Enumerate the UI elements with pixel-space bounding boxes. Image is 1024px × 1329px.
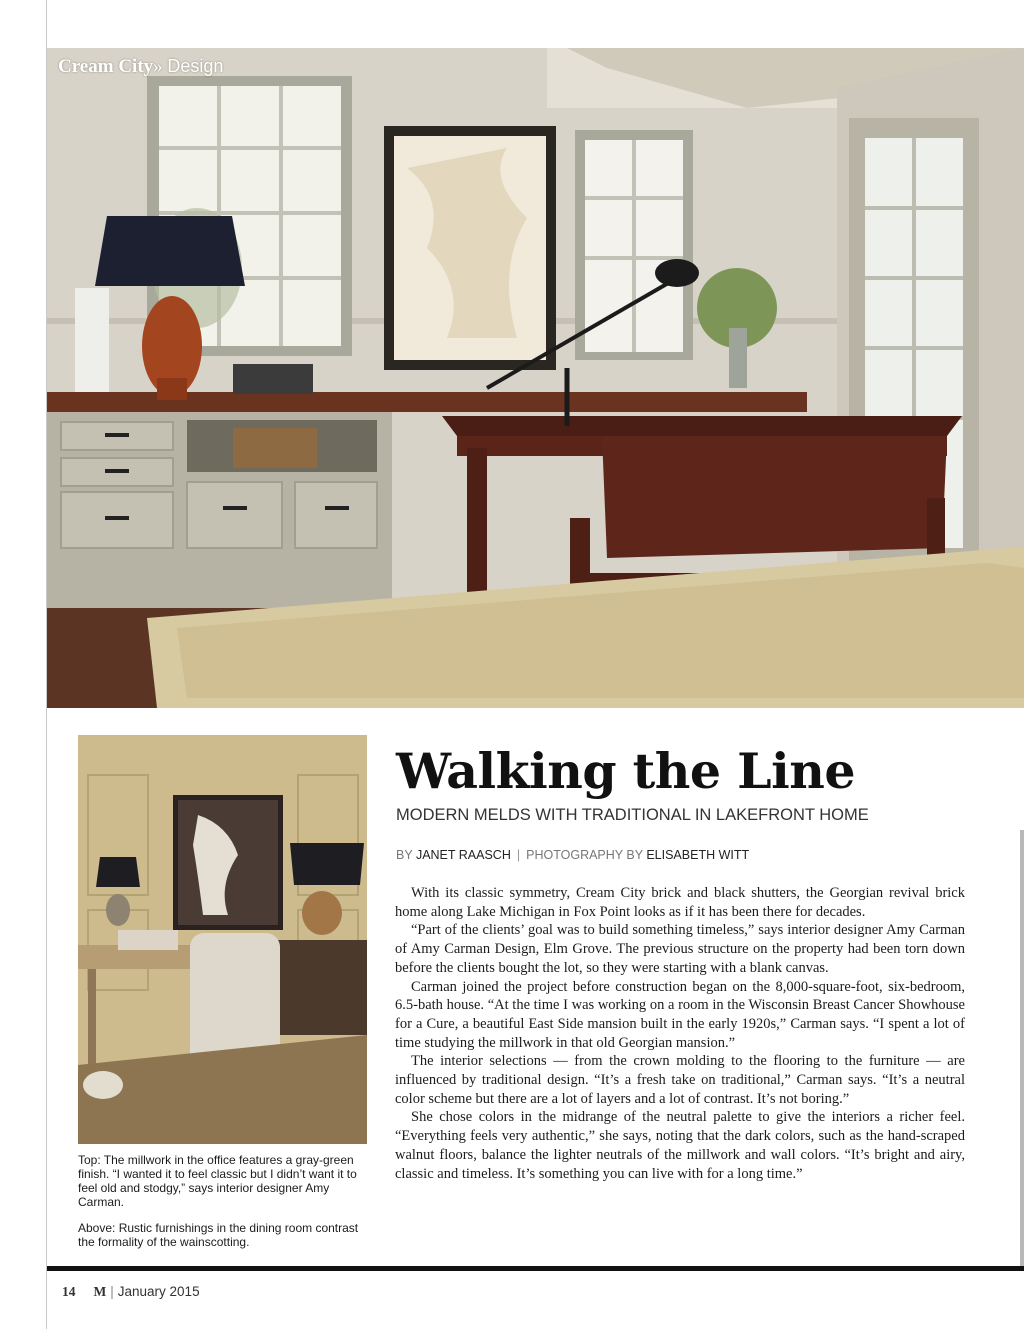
byline-divider: | bbox=[516, 848, 521, 862]
footer-divider: | bbox=[110, 1284, 114, 1299]
byline-by: BY bbox=[396, 848, 413, 862]
deck: MODERN MELDS WITH TRADITIONAL IN LAKEFRONT HOME bbox=[396, 806, 869, 824]
byline-author: JANET RAASCH bbox=[415, 848, 511, 862]
inset-photo-dining-room bbox=[78, 735, 367, 1144]
article-body bbox=[395, 884, 965, 1183]
body-paragraph: With its classic symmetry, Cream City brick and black shutters, the Georgian revival brick home along Lake Michigan in Fox Point looks as if it has been there for decades. bbox=[395, 885, 965, 920]
body-paragraph: The interior selections — from the crown molding to the flooring to the furniture — are influenced by traditional design. “It’s a fresh take on traditional,” Carman says. “It’s a neutral color scheme but there are a lot of layers and a lot of contrast. It’s not boring.” bbox=[395, 1053, 965, 1107]
section-label-sub: Design bbox=[167, 56, 224, 76]
section-label bbox=[58, 56, 223, 78]
caption-above: Above: Rustic furnishings in the dining room contrast the formality of the wainscotting. bbox=[78, 1221, 359, 1249]
footer bbox=[62, 1284, 200, 1300]
footer-rule bbox=[47, 1266, 1024, 1271]
section-label-separator: » bbox=[153, 56, 163, 77]
section-label-name: Cream City bbox=[58, 56, 154, 77]
headline: Walking the Line bbox=[396, 742, 856, 800]
caption-top: Top: The millwork in the office features a gray-green finish. “I wanted it to feel classic but I didn’t want it to feel old and stodgy,” says interior designer Amy Carman. bbox=[78, 1153, 357, 1209]
body-paragraph: Carman joined the project before construction began on the 8,000-square-foot, six-bedroom, 6.5-bath house. “At the time I was working on a room in the Wisconsin Breast Cancer Showhouse for a Cure, a beautiful East Side mansion built in the early 1920s,” Carman says. “I spent a lot of time studying the millwork in that old Georgian mansion.” bbox=[395, 978, 965, 1051]
hero-photo-office bbox=[47, 48, 1024, 708]
magazine-logo: M bbox=[93, 1284, 107, 1299]
page-number: 14 bbox=[62, 1284, 76, 1299]
byline bbox=[396, 848, 749, 862]
issue-date: January 2015 bbox=[117, 1284, 200, 1299]
byline-photo-by: PHOTOGRAPHY BY bbox=[526, 848, 643, 862]
right-edge-rule bbox=[1020, 830, 1024, 1266]
body-paragraph: She chose colors in the midrange of the neutral palette to give the interiors a richer feel. “Everything feels very authentic,” she says, noting that the dark colors, such as the hand-scraped walnut floors, balance the lighter neutrals of the millwork and wall colors. “It’s bright and airy, classic and timeless. It’s something you can live with for a long time.” bbox=[395, 1109, 965, 1182]
body-paragraph: “Part of the clients’ goal was to build something timeless,” says interior designer Amy Carman of Amy Carman Design, Elm Grove. The previous structure on the property had been torn down before the clients bought the lot, so they were starting with a blank canvas. bbox=[395, 922, 965, 976]
byline-photographer: ELISABETH WITT bbox=[646, 848, 750, 862]
